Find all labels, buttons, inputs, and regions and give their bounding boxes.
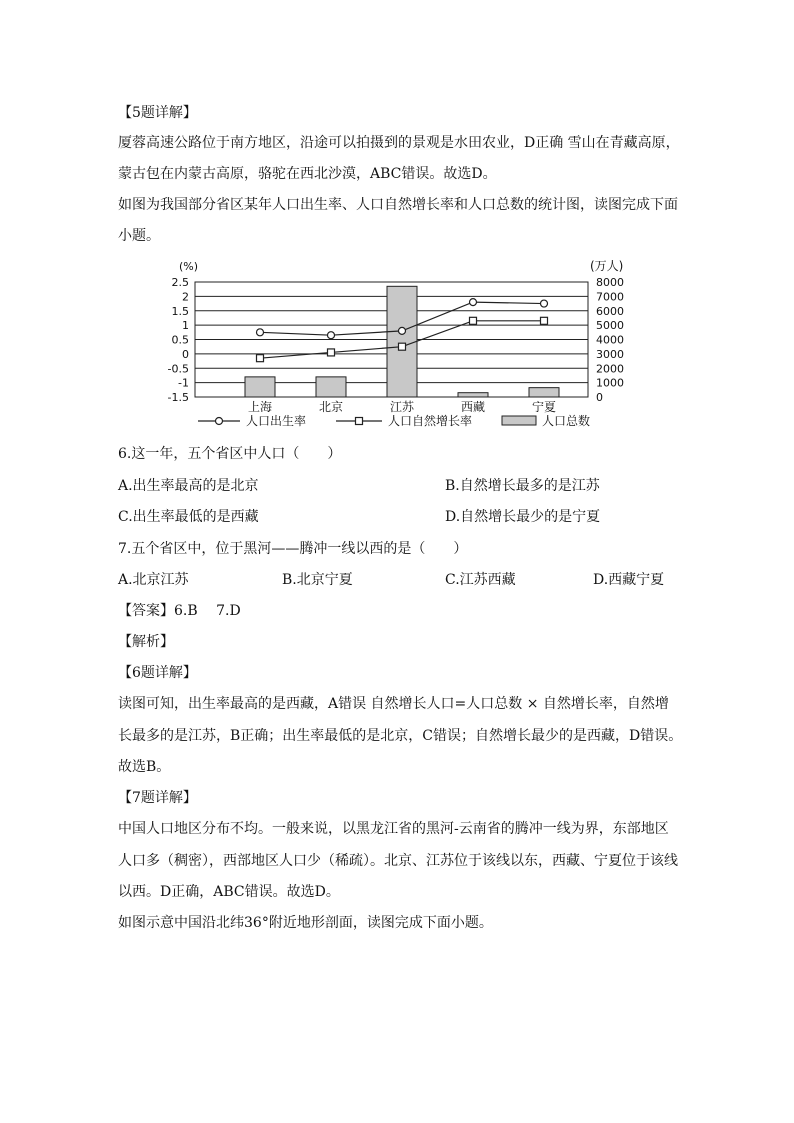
q6-option-c: C.出生率最低的是西藏 [118,509,259,525]
point-growth-rate-2 [328,349,335,356]
q6-stem: 6.这一年，五个省区中人口（ ） [118,446,342,462]
left-tick-label: 1.5 [171,304,189,318]
bar-population-5 [529,388,559,397]
category-label: 西藏 [460,400,486,414]
section6-line-3: 故选B。 [118,759,171,775]
outro-line: 如图示意中国沿北纬36°附近地形剖面，读图完成下面小题。 [118,915,493,931]
point-growth-rate-4 [470,317,477,324]
section6-line-1: 读图可知，出生率最高的是西藏，A错误 自然增长人口=人口总数 × 自然增长率，自然增 [118,696,669,712]
intro-line-1: 如图为我国部分省区某年人口出生率、人口自然增长率和人口总数的统计图，读图完成下面 [118,197,678,213]
right-tick-label: 2000 [596,362,624,376]
section5-header: 【5题详解】 [118,105,197,121]
point-birth-rate-5 [541,300,548,307]
population-chart [150,254,650,436]
right-unit-label: (万人) [590,259,624,273]
q7-option-c: C.江苏西藏 [445,572,516,588]
section7-line-3: 以西。D正确，ABC错误。故选D。 [118,884,340,900]
category-label: 北京 [318,400,344,414]
section6-header: 【6题详解】 [118,665,197,681]
left-tick-label: -1 [178,376,189,390]
bar-population-4 [458,393,488,397]
intro-line-2: 小题。 [118,228,160,244]
legend-growth-marker [356,418,363,425]
right-tick-label: 7000 [596,290,624,304]
left-tick-label: 2 [182,290,189,304]
section7-header: 【7题详解】 [118,790,197,806]
left-unit-label: (%) [179,260,199,273]
legend-growth-label: 人口自然增长率 [388,414,473,428]
legend-birth-label: 人口出生率 [246,414,307,428]
answer-line: 【答案】6.B 7.D [118,603,241,619]
right-tick-label: 6000 [596,304,624,318]
q6-option-b: B.自然增长最多的是江苏 [445,478,600,494]
legend-population-label: 人口总数 [542,414,591,428]
left-tick-label: 1 [182,319,189,333]
category-label: 江苏 [389,400,415,414]
point-birth-rate-3 [399,327,406,334]
left-tick-label: 2.5 [171,276,189,289]
right-tick-label: 1000 [596,376,624,390]
right-tick-label: 8000 [596,276,624,289]
q7-option-a: A.北京江苏 [118,572,189,588]
point-birth-rate-1 [257,329,264,336]
analysis-header: 【解析】 [118,634,174,650]
point-growth-rate-1 [257,355,264,362]
section7-line-2: 人口多（稠密），西部地区人口少（稀疏）。北京、江苏位于该线以东，西藏、宁夏位于该线 [118,853,678,869]
section5-line-1: 厦蓉高速公路位于南方地区，沿途可以拍摄到的景观是水田农业，D正确 雪山在青藏高原， [118,135,680,151]
left-tick-label: -0.5 [167,362,189,376]
point-growth-rate-3 [399,343,406,350]
left-tick-label: -1.5 [167,391,189,404]
section5-line-2: 蒙古包在内蒙古高原，骆驼在西北沙漠，ABC错误。故选D。 [118,166,497,182]
bar-population-2 [316,377,346,397]
q6-option-a: A.出生率最高的是北京 [118,478,259,494]
left-tick-label: 0 [182,347,189,361]
legend-birth-marker [216,418,223,425]
point-birth-rate-2 [328,332,335,339]
bar-population-3 [387,286,417,397]
category-label: 宁夏 [531,400,557,414]
point-birth-rate-4 [470,299,477,306]
section6-line-2: 长最多的是江苏，B正确；出生率最低的是北京，C错误；自然增长最少的是西藏，D错误。 [118,728,683,744]
right-tick-label: 3000 [596,347,624,361]
right-tick-label: 4000 [596,333,624,347]
left-tick-label: 0.5 [171,333,189,347]
point-growth-rate-5 [541,317,548,324]
q6-option-d: D.自然增长最少的是宁夏 [445,509,601,525]
section7-line-1: 中国人口地区分布不均。一般来说，以黑龙江省的黑河-云南省的腾冲一线为界，东部地区 [118,821,669,837]
q7-option-b: B.北京宁夏 [282,572,353,588]
right-tick-label: 5000 [596,319,624,333]
category-label: 上海 [247,400,273,414]
right-tick-label: 0 [596,391,603,404]
q7-option-d: D.西藏宁夏 [593,572,665,588]
bar-population-1 [245,377,275,397]
q7-stem: 7.五个省区中，位于黑河——腾冲一线以西的是（ ） [118,541,468,557]
legend-population-swatch [502,416,536,425]
